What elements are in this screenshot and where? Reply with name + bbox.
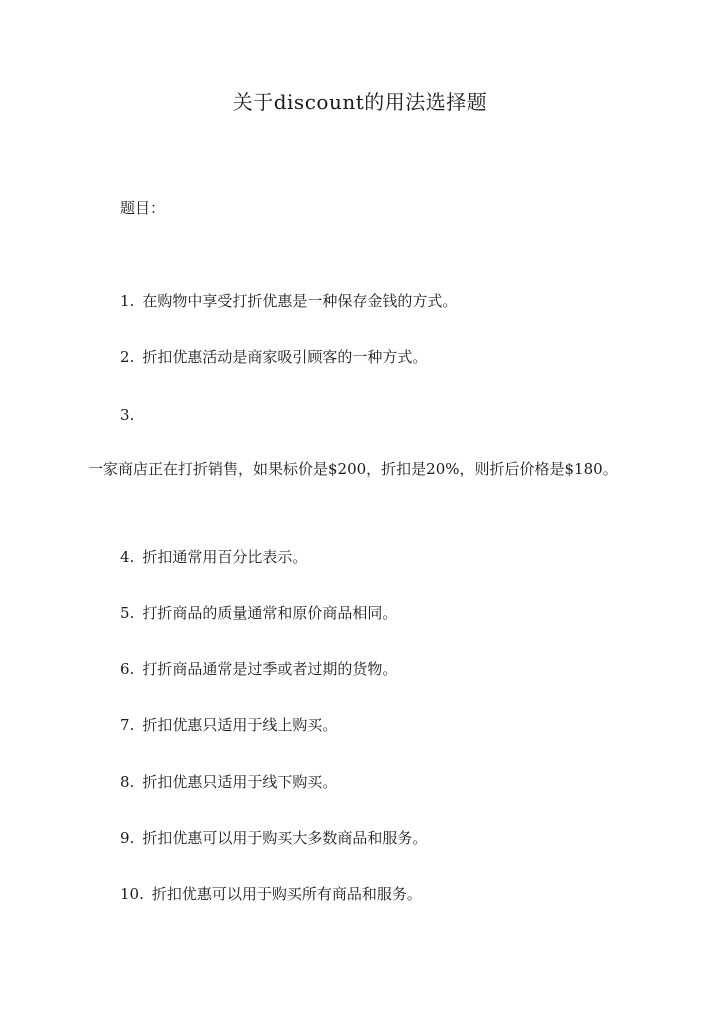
question-text: 折扣优惠可以用于购买所有商品和服务。	[151, 885, 422, 903]
question-number: 10.	[120, 885, 144, 903]
question-1	[120, 290, 457, 312]
page-title: 关于discount的用法选择题	[232, 90, 488, 114]
question-number: 7.	[120, 716, 135, 734]
question-number: 6.	[120, 660, 135, 678]
question-9	[120, 827, 427, 849]
question-4	[120, 546, 307, 568]
question-number: 3.	[120, 406, 135, 424]
question-text: 折扣优惠可以用于购买大多数商品和服务。	[142, 829, 428, 847]
question-text: 打折商品的质量通常和原价商品相同。	[142, 604, 398, 622]
section-label: 题目：	[120, 199, 166, 217]
question-number: 1.	[120, 292, 135, 310]
question-number: 9.	[120, 829, 135, 847]
question-3-number-line	[120, 404, 134, 426]
question-text: 在购物中享受打折优惠是一种保存金钱的方式。	[142, 292, 458, 310]
question-2	[120, 346, 427, 368]
question-5	[120, 602, 397, 624]
question-number: 8.	[120, 773, 135, 791]
question-number: 4.	[120, 548, 135, 566]
question-text: 折扣优惠活动是商家吸引顾客的一种方式。	[142, 348, 428, 366]
question-number: 5.	[120, 604, 135, 622]
question-7	[120, 714, 337, 736]
question-8	[120, 771, 337, 793]
question-10	[120, 883, 422, 905]
question-3-text: 一家商店正在打折销售，如果标价是$200，折扣是20%，则折后价格是$180。	[88, 460, 618, 478]
question-6	[120, 658, 397, 680]
question-text: 折扣优惠只适用于线下购买。	[142, 773, 338, 791]
question-number: 2.	[120, 348, 135, 366]
question-text: 打折商品通常是过季或者过期的货物。	[142, 660, 398, 678]
question-text: 折扣优惠只适用于线上购买。	[142, 716, 338, 734]
question-text: 折扣通常用百分比表示。	[142, 548, 308, 566]
